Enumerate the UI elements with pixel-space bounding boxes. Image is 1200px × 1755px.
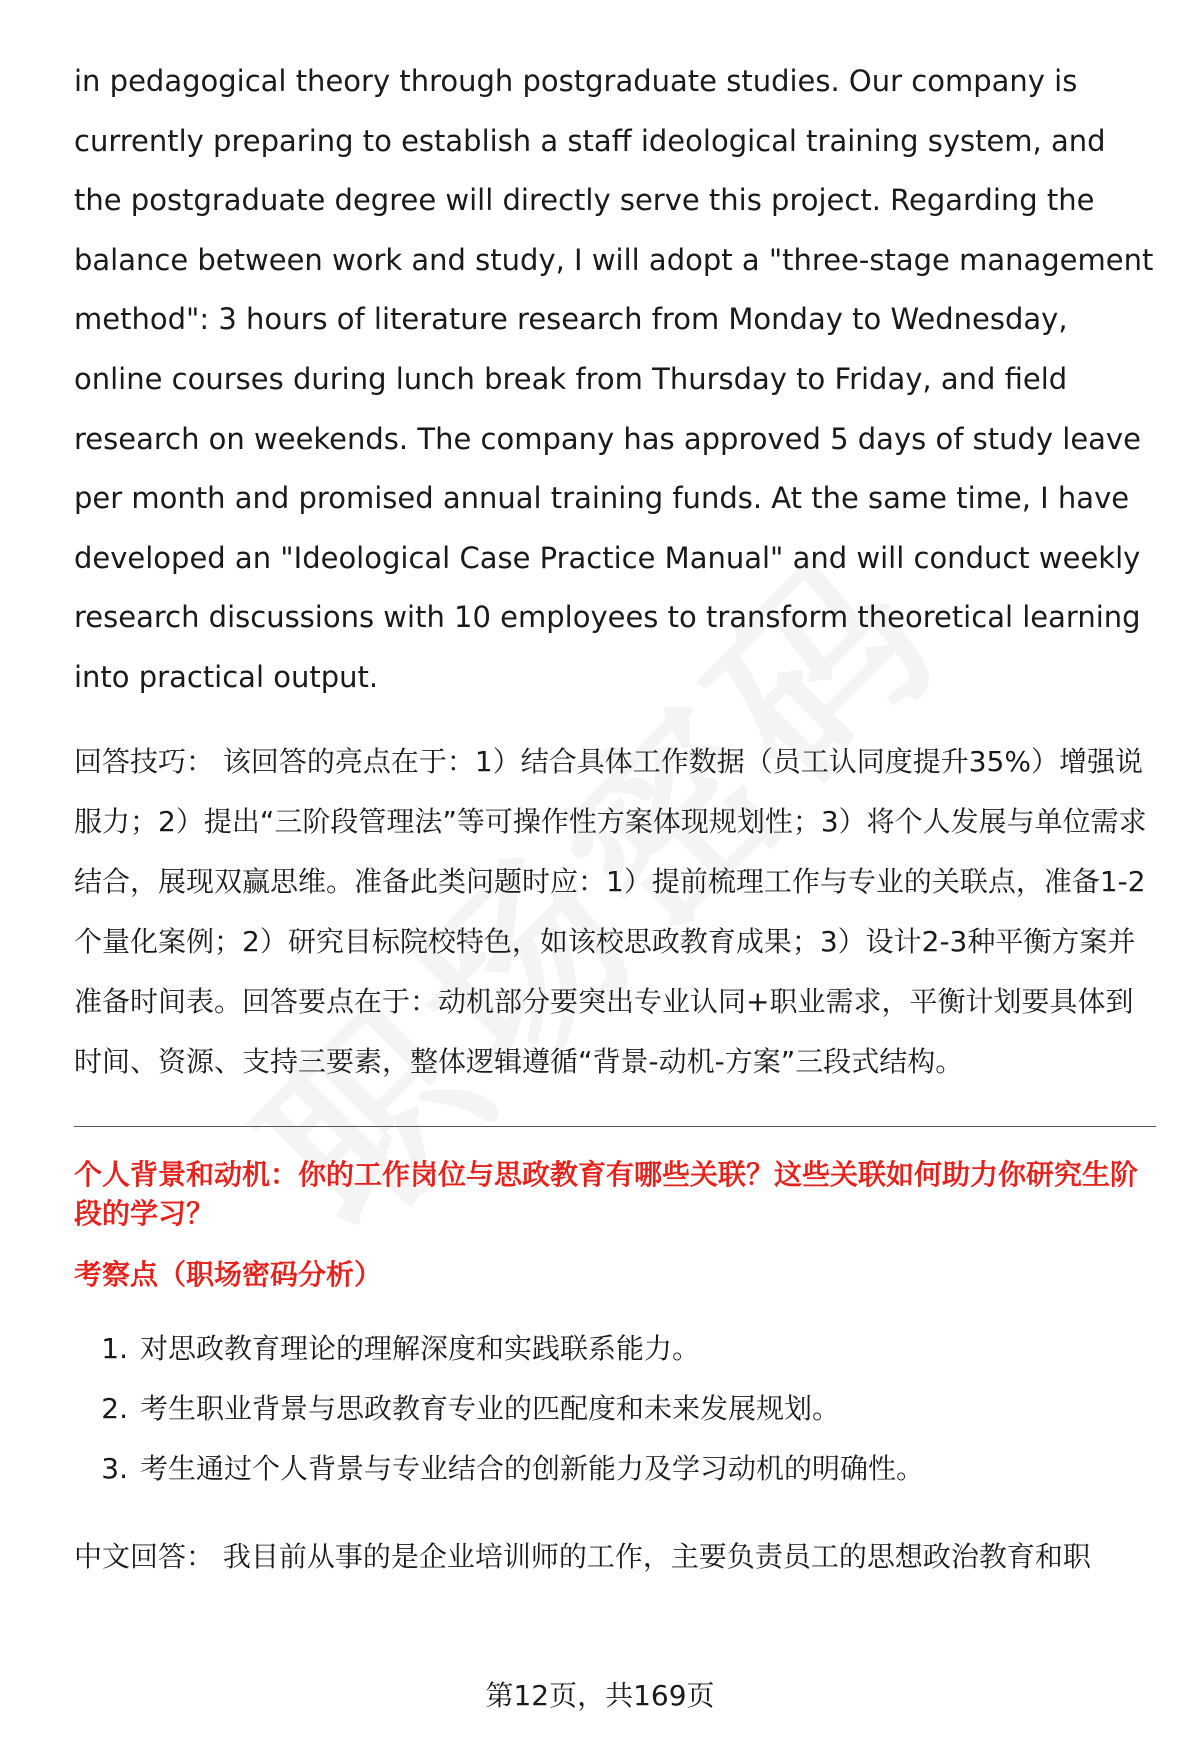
list-item-text: 对思政教育理论的理解深度和实践联系能力。 — [140, 1331, 701, 1365]
page-number-footer: 第12页，共169页 — [485, 1679, 715, 1712]
list-item — [74, 1379, 1156, 1439]
list-item-number: 2. — [101, 1391, 128, 1425]
list-item — [74, 1319, 1156, 1379]
section-divider — [74, 1126, 1156, 1127]
question-heading: 个人背景和动机：你的工作岗位与思政教育有哪些关联？这些关联如何助力你研究生阶段的学习？ — [74, 1157, 1139, 1230]
list-item-text: 考生通过个人背景与专业结合的创新能力及学习动机的明确性。 — [140, 1451, 925, 1485]
list-item-number: 1. — [101, 1331, 128, 1365]
list-item-text: 考生职业背景与思政教育专业的匹配度和未来发展规划。 — [140, 1391, 841, 1425]
document-page — [74, 52, 1156, 1577]
english-answer-paragraph: in pedagogical theory through postgraduate studies. Our company is currently preparing to establish a staff ideological training system, and the postgraduate degree will directly serve this project. Regarding the balance between work and study, I will adopt a "three-stage management method": 3 hours of literature research from Monday to Wednesday, online courses during lunch break from Thursday to Friday, and field research on weekends. The company has approved 5 days of study leave per month and promised annual training funds. At the same time, I have developed an "Ideological Case Practice Manual" and will conduct weekly research discussions with 10 employees to transform theoretical learning into practical output. — [74, 64, 1154, 694]
answer-tips-paragraph: 回答技巧： 该回答的亮点在于：1）结合具体工作数据（员工认同度提升35%）增强说服力；2）提出“三阶段管理法”等可操作性方案体现规划性；3）将个人发展与单位需求结合，展现双赢思维。准备此类问题时应：1）提前梳理工作与专业的关联点，准备1-2个量化案例；2）研究目标院校特色，如该校思政教育成果；3）设计2-3种平衡方案并准备时间表。回答要点在于：动机部分要突出专业认同+职业需求，平衡计划要具体到时间、资源、支持三要素，整体逻辑遵循“背景-动机-方案”三段式结构。 — [74, 744, 1147, 1078]
chinese-answer-paragraph: 中文回答： 我目前从事的是企业培训师的工作，主要负责员工的思想政治教育和职 — [74, 1539, 1091, 1573]
list-item-number: 3. — [101, 1451, 128, 1485]
exam-points-list — [74, 1319, 1156, 1499]
list-item — [74, 1439, 1156, 1499]
page-content — [74, 52, 1156, 1577]
exam-points-heading: 考察点（职场密码分析） — [74, 1257, 383, 1291]
